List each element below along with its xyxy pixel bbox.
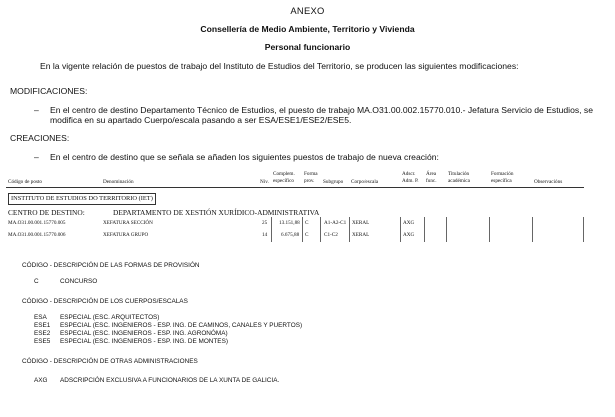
col-complem: Complem. específico xyxy=(273,171,295,184)
legend-code: AXG xyxy=(34,377,48,384)
cell-adscr: AXG xyxy=(403,220,415,226)
cell-niv: 14 xyxy=(262,232,268,238)
legend-code: ESE2 xyxy=(34,330,51,337)
col-observaciones: Observacións xyxy=(534,179,563,185)
col-subgrupo: Subgrupo xyxy=(323,179,344,185)
col-sep xyxy=(349,217,350,242)
cell-forma: C xyxy=(305,232,309,238)
department-title: Consellería de Medio Ambiente, Territorio y Vivienda xyxy=(200,24,415,34)
centro-value: DEPARTAMENTO DE XESTIÓN XURÍDICO-ADMINISTRATIVA xyxy=(113,208,320,217)
legend-admin-title: CÓDIGO - DESCRIPCIÓN DE OTRAS ADMINISTRACIONES xyxy=(22,358,198,365)
col-sep xyxy=(532,217,533,242)
legend-provision-title: CÓDIGO - DESCRIPCIÓN DE LAS FORMAS DE PROVISIÓN xyxy=(22,262,200,269)
modificaciones-bullet: – xyxy=(34,105,39,115)
col-formacion: Formación específica xyxy=(491,171,514,184)
cell-complem: 13.151,88 xyxy=(279,220,300,226)
cell-subgrupo: C1-C2 xyxy=(324,232,338,238)
legend-desc: ESPECIAL (ESC. INGENIEROS - ESP. ING. DE CAMINOS, CANALES Y PUERTOS) xyxy=(60,322,303,329)
creaciones-item: En el centro de destino que se señala se añaden los siguientes puestos de trabajo de nueva creación: xyxy=(50,152,439,162)
legend-desc: ESPECIAL (ESC. INGENIEROS - ESP. ING. DE MONTES) xyxy=(60,338,228,345)
creaciones-heading: CREACIONES: xyxy=(10,133,70,143)
col-adscr: Adscr. Adm. P. xyxy=(402,171,419,184)
col-sep xyxy=(320,217,321,242)
institute-label: INSTITUTO DE ESTUDIOS DO TERRITORIO (IET) xyxy=(11,195,153,202)
cell-forma: C xyxy=(305,220,309,226)
intro-text: En la vigente relación de puestos de trabajo del Instituto de Estudios del Territorio, se producen las siguientes modificaciones: xyxy=(40,61,519,71)
cell-denominacion: XEFATURA SECCIÓN xyxy=(103,220,153,226)
legend-desc: ADSCRIPCIÓN EXCLUSIVA A FUNCIONARIOS DE LA XUNTA DE GALICIA. xyxy=(60,377,280,384)
legend-cuerpos-title: CÓDIGO - DESCRIPCIÓN DE LOS CUERPOS/ESCALAS xyxy=(22,298,188,305)
cell-codigo: MA.O31.00.001.15770.005 xyxy=(8,220,66,226)
col-sep xyxy=(583,217,584,242)
col-area: Área func. xyxy=(426,171,437,184)
legend-desc: ESPECIAL (ESC. ARQUITECTOS) xyxy=(60,314,160,321)
col-sep xyxy=(400,217,401,242)
cell-niv: 25 xyxy=(262,220,268,226)
col-titulacion: Titulación académica xyxy=(448,171,470,184)
col-denominacion: Denominación xyxy=(103,179,134,185)
col-sep xyxy=(446,217,447,242)
legend-desc: CONCURSO xyxy=(60,278,98,285)
legend-desc: ESPECIAL (ESC. INGENIEROS - ESP. ING. AGRONÓMA) xyxy=(60,330,228,337)
col-sep xyxy=(489,217,490,242)
modificaciones-item: En el centro de destino Departamento Técnico de Estudios, el puesto de trabajo MA.O31.00.002.15770.010.- Jefatura Servicio de Estudios, se modifica en su apartado Cuerpo/escala pasando a ser ESA/ESE1/ESE2/ESE5. xyxy=(50,105,594,125)
cell-cuerpo: XERAL xyxy=(352,220,370,226)
col-forma: Forma prov. xyxy=(304,171,318,184)
cell-codigo: MA.O31.00.001.15770.006 xyxy=(8,232,66,238)
legend-code: ESE5 xyxy=(34,338,51,345)
creaciones-bullet: – xyxy=(34,152,39,162)
centro-label: CENTRO DE DESTINO: xyxy=(8,208,85,217)
legend-code: ESE1 xyxy=(34,322,51,329)
personnel-title: Personal funcionario xyxy=(264,42,351,52)
col-cuerpo: Corpo/escala xyxy=(351,179,379,185)
legend-code: ESA xyxy=(34,314,47,321)
col-sep xyxy=(302,217,303,242)
cell-complem: 6.675,88 xyxy=(281,232,300,238)
col-codigo: Código de posto xyxy=(8,179,43,185)
col-niv: Niv. xyxy=(260,179,269,185)
cell-adscr: AXG xyxy=(403,232,415,238)
col-sep xyxy=(271,217,272,242)
cell-subgrupo: A1-A2-C1 xyxy=(324,220,347,226)
col-sep xyxy=(424,217,425,242)
cell-cuerpo: XERAL xyxy=(352,232,370,238)
modificaciones-heading: MODIFICACIONES: xyxy=(10,86,88,96)
cell-denominacion: XEFATURA GRUPO xyxy=(103,232,149,238)
legend-code: C xyxy=(34,278,39,285)
institute-box xyxy=(8,193,156,205)
table-header-rule xyxy=(6,187,584,188)
annex-title: ANEXO xyxy=(290,5,325,16)
